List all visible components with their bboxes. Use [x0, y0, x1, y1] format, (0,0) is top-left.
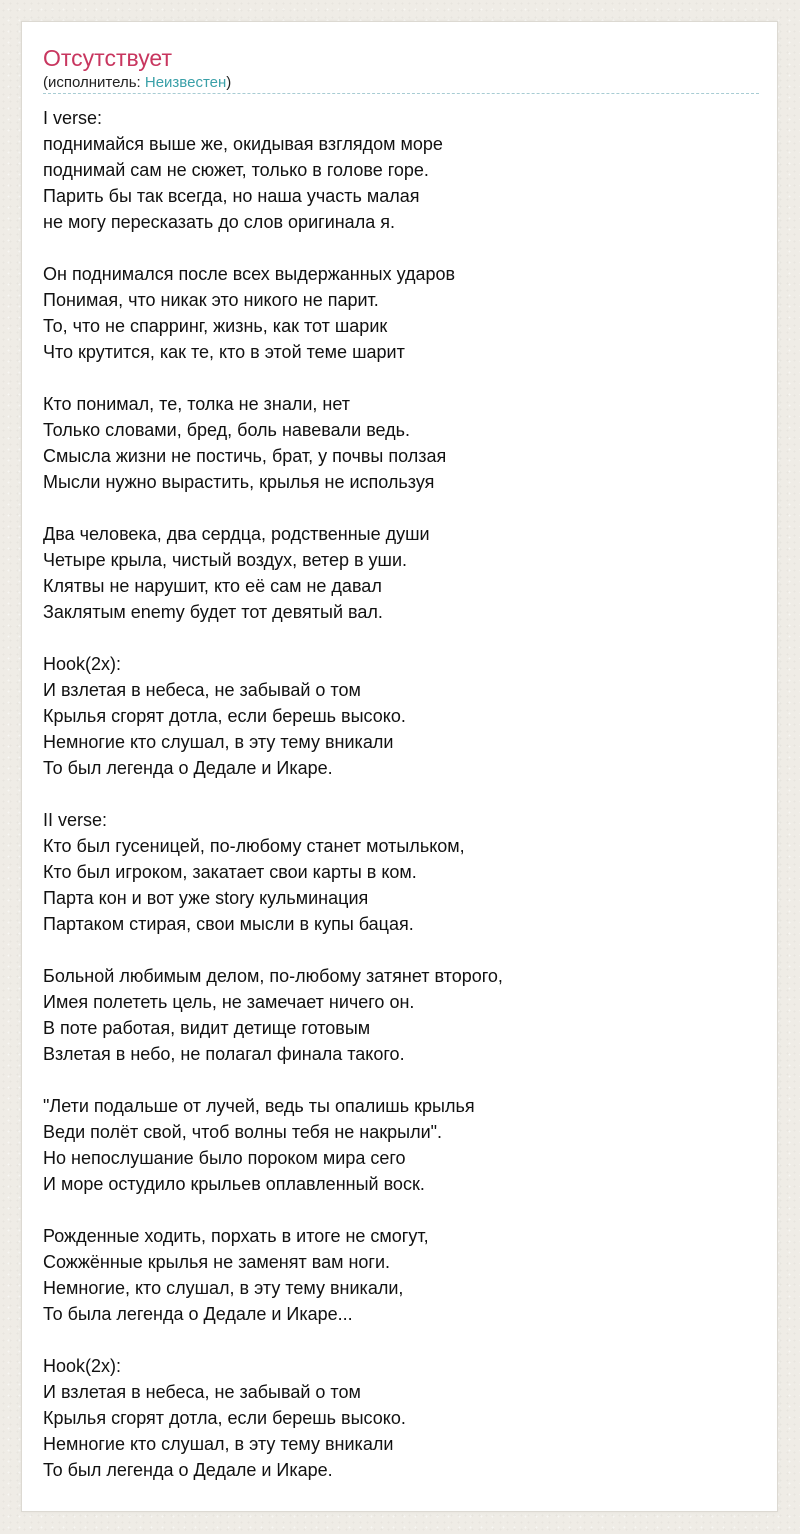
byline-suffix: ) [226, 74, 232, 91]
lyrics-line: То была легенда о Дедале и Икаре... [43, 1304, 353, 1324]
artist-link[interactable]: Неизвестен [144, 74, 227, 91]
lyrics-line: Парить бы так всегда, но наша участь малая [43, 186, 420, 206]
lyrics-line: Что крутится, как те, кто в этой теме шарит [43, 342, 405, 362]
byline-prefix: (исполнитель: [43, 74, 145, 91]
lyrics-line: Четыре крыла, чистый воздух, ветер в уши. [43, 550, 408, 570]
lyrics-line: То был легенда о Дедале и Икаре. [43, 758, 333, 778]
lyrics-line: Сожжённые крылья не заменят вам ноги. [43, 1252, 391, 1272]
lyrics-line: Клятвы не нарушит, кто её сам не давал [43, 576, 382, 596]
lyrics-line: Заклятым enemy будет тот девятый вал. [43, 602, 383, 622]
lyrics-line: Рожденные ходить, порхать в итоге не смогут, [43, 1226, 429, 1246]
lyrics-line: Два человека, два сердца, родственные души [43, 524, 430, 544]
lyrics-line: Партаком стирая, свои мысли в купы бацая. [43, 914, 414, 934]
lyrics-line: Смысла жизни не постичь, брат, у почвы ползая [43, 446, 447, 466]
lyrics-line: Понимая, что никак это никого не парит. [43, 290, 379, 310]
lyrics-blank-line [43, 1327, 759, 1353]
lyrics-line: Немногие кто слушал, в эту тему вникали [43, 732, 394, 752]
lyrics-line: То, что не спарринг, жизнь, как тот шарик [43, 316, 388, 336]
lyrics-line: Кто был гусеницей, по-любому станет мотыльком, [43, 836, 465, 856]
lyrics-line: "Лети подальше от лучей, ведь ты опалишь крылья [43, 1096, 475, 1116]
lyrics-line: Имея полететь цель, не замечает ничего он. [43, 992, 415, 1012]
lyrics-blank-line [43, 365, 759, 391]
lyrics-line: И взлетая в небеса, не забывай о том [43, 1382, 361, 1402]
song-title: Отсутствует [43, 45, 172, 71]
lyrics-line: Крылья сгорят дотла, если берешь высоко. [43, 706, 406, 726]
lyrics-line: I verse: [43, 108, 103, 128]
lyrics-line: Он поднимался после всех выдержанных ударов [43, 264, 456, 284]
lyrics-line: не могу пересказать до слов оригинала я. [43, 212, 395, 232]
lyrics-line: Кто был игроком, закатает свои карты в ком. [43, 862, 417, 882]
lyrics-text [43, 105, 759, 1483]
lyrics-line: Парта кон и вот уже story кульминация [43, 888, 369, 908]
lyrics-blank-line [43, 1197, 759, 1223]
lyrics-line: поднимай сам не сюжет, только в голове горе. [43, 160, 429, 180]
lyrics-line: Крылья сгорят дотла, если берешь высоко. [43, 1408, 406, 1428]
artist-byline [43, 73, 231, 93]
lyrics-blank-line [43, 937, 759, 963]
lyrics-line: Но непослушание было пороком мира сего [43, 1148, 406, 1168]
lyrics-line: Hook(2x): [43, 654, 122, 674]
lyrics-line: Немногие, кто слушал, в эту тему вникали, [43, 1278, 404, 1298]
lyrics-line: И море остудило крыльев оплавленный воск. [43, 1174, 425, 1194]
lyrics-blank-line [43, 235, 759, 261]
title-divider [43, 93, 759, 94]
lyrics-line: II verse: [43, 810, 108, 830]
lyrics-line: Мысли нужно вырастить, крылья не используя [43, 472, 435, 492]
lyrics-blank-line [43, 1067, 759, 1093]
lyrics-line: То был легенда о Дедале и Икаре. [43, 1460, 333, 1480]
lyrics-line: Только словами, бред, боль навевали ведь. [43, 420, 411, 440]
lyrics-line: Немногие кто слушал, в эту тему вникали [43, 1434, 394, 1454]
lyrics-blank-line [43, 625, 759, 651]
lyrics-blank-line [43, 781, 759, 807]
lyrics-line: Кто понимал, те, толка не знали, нет [43, 394, 350, 414]
lyrics-line: Взлетая в небо, не полагал финала такого. [43, 1044, 405, 1064]
lyrics-line: поднимайся выше же, окидывая взглядом море [43, 134, 443, 154]
lyrics-card [21, 21, 778, 1512]
lyrics-line: Веди полёт свой, чтоб волны тебя не накрыли". [43, 1122, 443, 1142]
lyrics-line: И взлетая в небеса, не забывай о том [43, 680, 361, 700]
lyrics-line: Hook(2x): [43, 1356, 122, 1376]
lyrics-line: В поте работая, видит детище готовым [43, 1018, 371, 1038]
lyrics-line: Больной любимым делом, по-любому затянет второго, [43, 966, 503, 986]
lyrics-blank-line [43, 495, 759, 521]
